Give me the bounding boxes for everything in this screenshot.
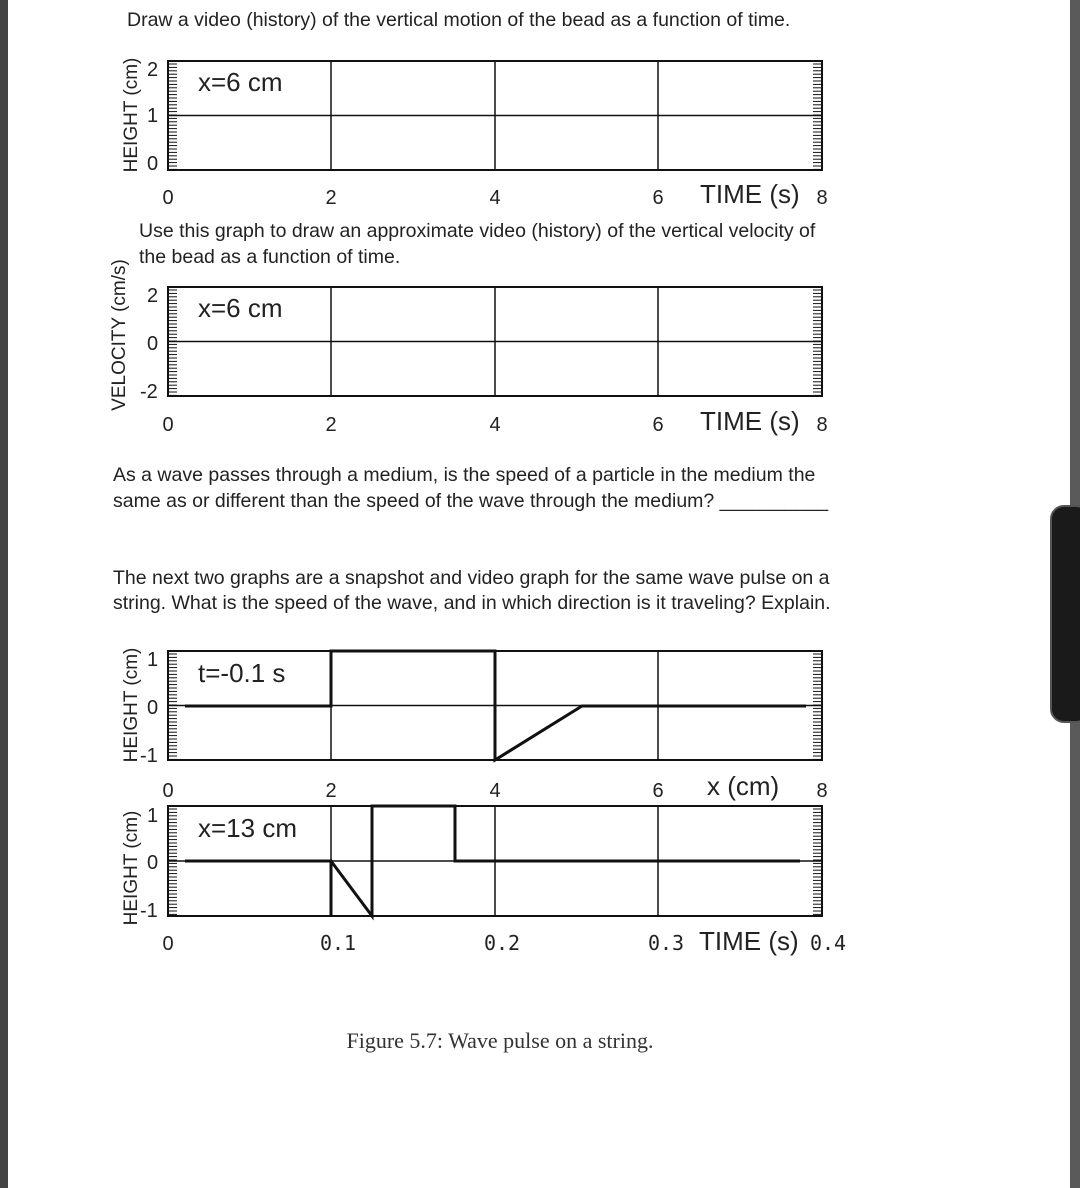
graph2-xtick-8: 8 — [816, 414, 828, 436]
graph1-ytick-1: 1 — [147, 105, 159, 127]
graph1-ytick-2: 2 — [147, 59, 159, 81]
graph4-ytick-0: 0 — [147, 852, 159, 874]
graph2-xlabel: TIME (s) — [700, 406, 800, 436]
question-wave-line2: string. What is the speed of the wave, and in which direction is it traveling? Explain. — [113, 592, 831, 614]
graph1-ylabel: HEIGHT (cm) — [121, 57, 142, 173]
graph2-ytick-0: 0 — [147, 333, 159, 355]
graph4-xlabel: TIME (s) — [699, 926, 799, 956]
graph3-ytick-0: 0 — [147, 697, 159, 719]
graph4-xtick-0.4: 0.4 — [809, 931, 847, 955]
graph2-xtick-6: 6 — [652, 414, 664, 436]
graph3-xtick-0: 0 — [162, 780, 174, 802]
graph2-xtick-0: 0 — [162, 414, 174, 436]
graph2-xtick-2: 2 — [325, 414, 337, 436]
graph1-xtick-8: 8 — [816, 187, 828, 209]
graph4-xtick-0.2: 0.2 — [483, 931, 521, 955]
graph1-xtick-6: 6 — [652, 187, 664, 209]
figure-caption: Figure 5.7: Wave pulse on a string. — [346, 1028, 654, 1053]
graph4-ytick-neg1: -1 — [140, 900, 158, 922]
graph3-xlabel: x (cm) — [707, 771, 780, 801]
graph2-ytick-2: 2 — [147, 285, 159, 307]
graph3-ytick-1: 1 — [147, 649, 159, 671]
graph3-label: t=-0.1 s — [198, 658, 286, 688]
graph4-xtick-0.1: 0.1 — [319, 931, 357, 955]
graph2-ytick-neg2: -2 — [140, 381, 158, 403]
graph4-xtick-0.3: 0.3 — [647, 931, 685, 955]
graph3-xtick-4: 4 — [489, 780, 501, 802]
graph2-xtick-4: 4 — [489, 414, 501, 436]
graph3-xtick-6: 6 — [652, 780, 664, 802]
question-speed-line1: As a wave passes through a medium, is the speed of a particle in the medium the — [113, 464, 816, 486]
graph1-xlabel: TIME (s) — [700, 179, 800, 209]
graph2-ylabel: VELOCITY (cm/s) — [109, 259, 130, 411]
graph4-ytick-1: 1 — [147, 805, 159, 827]
graph3-ytick-neg1: -1 — [140, 745, 158, 767]
graph4-xtick-0: 0 — [162, 933, 174, 955]
graph1-xtick-2: 2 — [325, 187, 337, 209]
graph4-ylabel: HEIGHT (cm) — [121, 810, 142, 926]
question-bead-motion: Draw a video (history) of the vertical motion of the bead as a function of time. — [127, 9, 791, 31]
question-wave-line1: The next two graphs are a snapshot and video graph for the same wave pulse on a — [113, 567, 830, 589]
question-velocity-line2: the bead as a function of time. — [139, 246, 401, 268]
graph1-ytick-0: 0 — [147, 153, 159, 175]
graph1-xtick-4: 4 — [489, 187, 501, 209]
question-speed-line2: same as or different than the speed of the wave through the medium? __________ — [113, 490, 829, 512]
graph4-label: x=13 cm — [198, 813, 297, 843]
graph1-xtick-0: 0 — [162, 187, 174, 209]
question-velocity-line1: Use this graph to draw an approximate video (history) of the vertical velocity of — [139, 220, 816, 242]
graph3-xtick-2: 2 — [325, 780, 337, 802]
graph3-ylabel: HEIGHT (cm) — [121, 647, 142, 763]
graph1-label: x=6 cm — [198, 67, 283, 97]
graph2-label: x=6 cm — [198, 293, 283, 323]
graph3-xtick-8: 8 — [816, 780, 828, 802]
